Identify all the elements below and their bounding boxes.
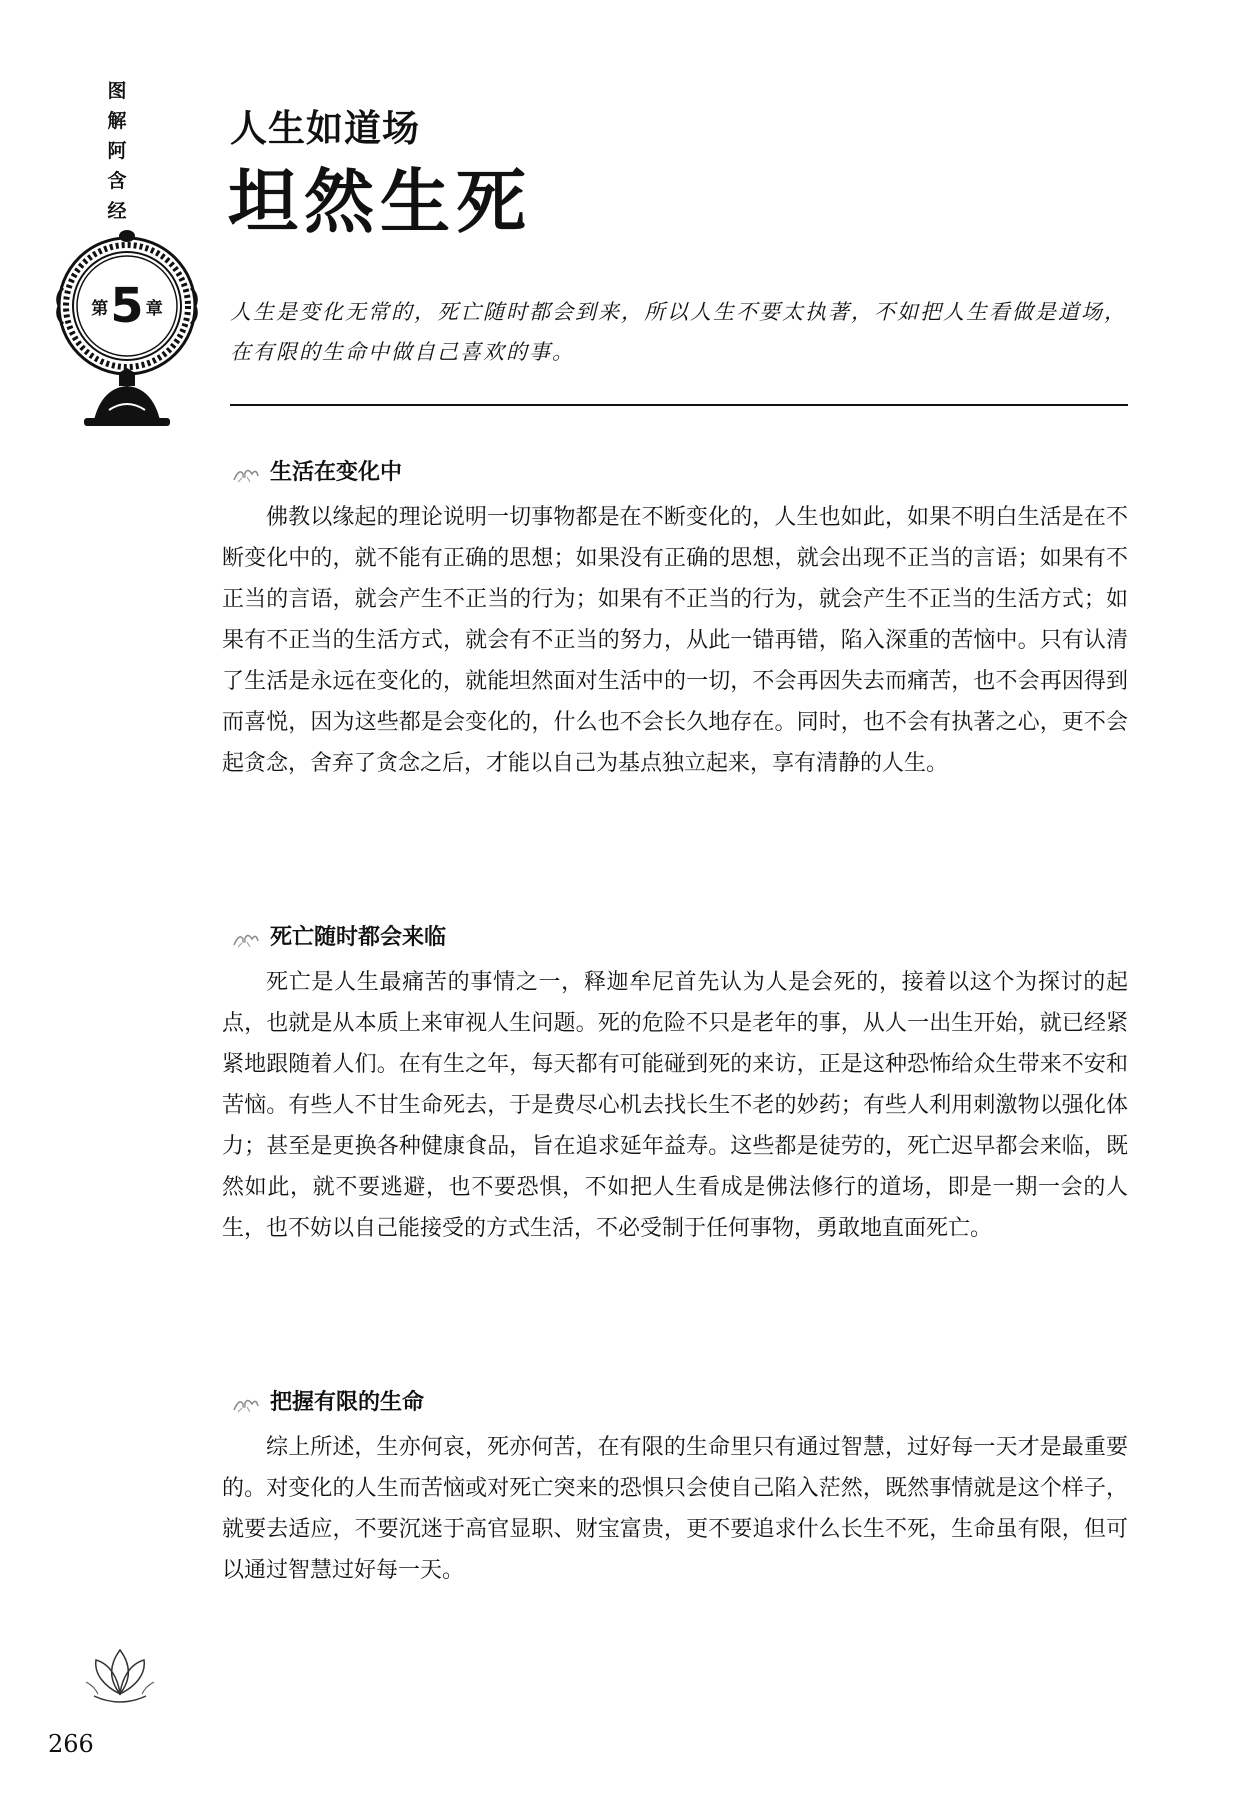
section-heading-text: 生活在变化中 (270, 460, 403, 485)
side-title-char: 图 (107, 80, 127, 102)
section-paragraph: 综上所述，生亦何哀，死亦何苦，在有限的生命里只有通过智慧，过好每一天才是最重要的。对变化的人生而苦恼或对死亡突来的恐惧只会使自己陷入茫然，既然事情就是这个样子，就要去适应，不要沉迷于高官显职、财宝富贵，更不要追求什么长生不死，生命虽有限，但可以通过智慧过好每一天。 (222, 1435, 1128, 1583)
section-paragraph: 佛教以缘起的理论说明一切事物都是在不断变化的，人生也如此，如果不明白生活是在不断变化中的，就不能有正确的思想；如果没有正确的思想，就会出现不正当的言语；如果有不正当的言语，就会产生不正当的行为；如果有不正当的行为，就会产生不正当的生活方式；如果有不正当的生活方式，就会有不正当的努力，从此一错再错，陷入深重的苦恼中。只有认清了生活是永远在变化的，就能坦然面对生活中的一切，不会再因失去而痛苦，也不会再因得到而喜悦，因为这些都是会变化的，什么也不会长久地存在。同时，也不会有执著之心，更不会起贪念，舍弃了贪念之后，才能以自己为基点独立起来，享有清静的人生。 (222, 505, 1128, 776)
flower-bullet-icon (230, 925, 260, 951)
section-heading (230, 1389, 424, 1417)
section-heading-text: 把握有限的生命 (270, 1390, 425, 1415)
chapter-kicker: 人生如道场 (230, 107, 420, 150)
side-title-char: 解 (107, 110, 127, 132)
page-number: 266 (48, 1730, 94, 1758)
side-book-title (102, 76, 132, 226)
side-title-char: 阿 (107, 140, 127, 162)
section-heading (230, 924, 446, 952)
chapter-suffix: 章 (145, 298, 163, 319)
flower-bullet-icon (230, 460, 260, 486)
intro-summary: 人生是变化无常的，死亡随时都会到来，所以人生不要太执著，不如把人生看做是道场，在有限的生命中做自己喜欢的事。 (230, 300, 1127, 364)
chapter-prefix: 第 (91, 298, 109, 319)
chapter-badge (54, 228, 200, 428)
section-heading-text: 死亡随时都会来临 (270, 925, 447, 950)
chapter-label (77, 278, 177, 334)
side-title-char: 含 (107, 170, 127, 192)
side-title-char: 经 (107, 200, 127, 222)
divider-rule (230, 404, 1128, 406)
section-heading (230, 459, 402, 487)
chapter-number: 5 (110, 278, 144, 334)
page-title: 坦然生死 (228, 161, 532, 243)
lotus-ornament-icon (80, 1636, 160, 1706)
section-paragraph: 死亡是人生最痛苦的事情之一，释迦牟尼首先认为人是会死的，接着以这个为探讨的起点，也就是从本质上来审视人生问题。死的危险不只是老年的事，从人一出生开始，就已经紧紧地跟随着人们。在有生之年，每天都有可能碰到死的来访，正是这种恐怖给众生带来不安和苦恼。有些人不甘生命死去，于是费尽心机去找长生不老的妙药；有些人利用刺激物以强化体力；甚至是更换各种健康食品，旨在追求延年益寿。这些都是徒劳的，死亡迟早都会来临，既然如此，就不要逃避，也不要恐惧，不如把人生看成是佛法修行的道场，即是一期一会的人生，也不妨以自己能接受的方式生活，不必受制于任何事物，勇敢地直面死亡。 (222, 970, 1128, 1241)
flower-bullet-icon (230, 1390, 260, 1416)
